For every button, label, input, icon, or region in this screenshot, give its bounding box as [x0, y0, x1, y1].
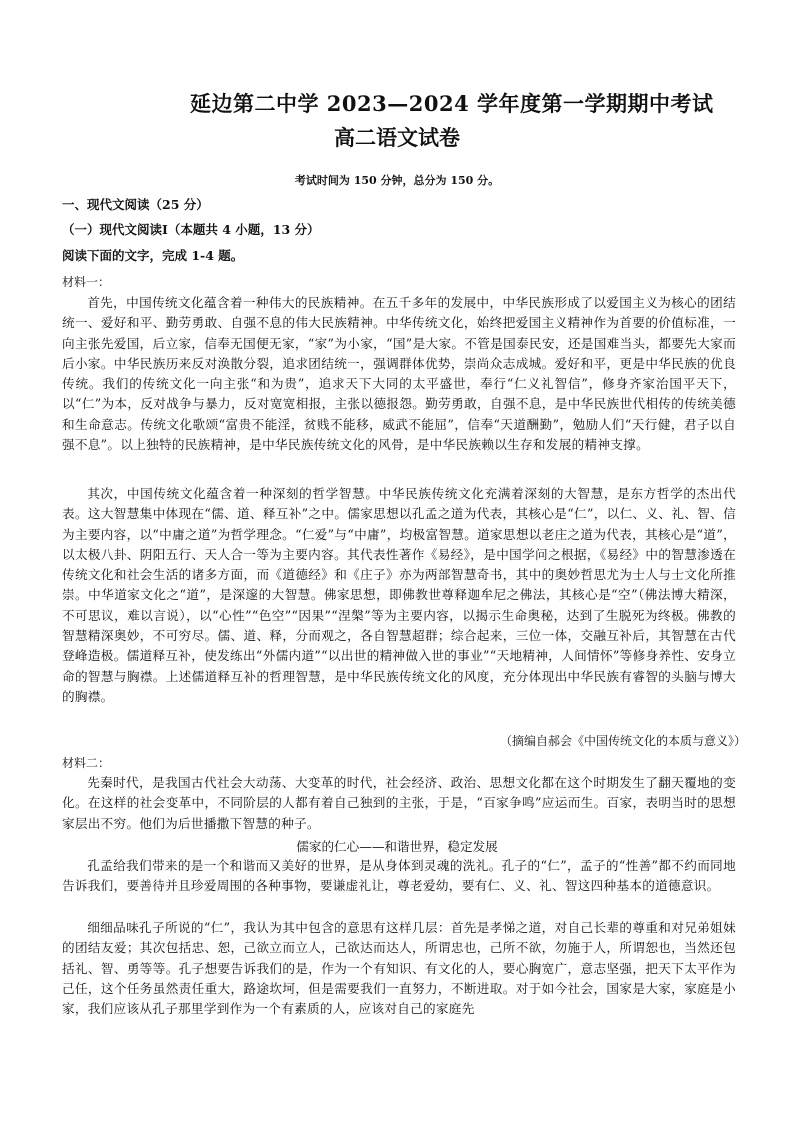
subsection-heading: （一）现代文阅读Ⅰ（本题共 4 小题，13 分） — [62, 222, 320, 237]
material-two-label: 材料二： — [62, 756, 111, 770]
material-one-paragraph-1: 首先，中国传统文化蕴含着一种伟大的民族精神。在五千多年的发展中，中华民族形成了以爱国主义为核心的团结统一、爱好和平、勤劳勇敢、自强不息的伟大民族精神。中华传统文化，始终把爱国主义精神作为首要的价值标准，一向主张先爱国，后立家，信奉无国便无家，“家”为小家，“国”是大家。不管是国泰民安，还是国难当头，都要先大家而后小家。中华民族历来反对涣散分裂，追求团结统一，强调群体优势，崇尚众志成城。爱好和平，更是中华民族的优良传统。我们的传统文化一向主张“和为贵”，追求天下大同的太平盛世，奉行“仁义礼智信”，修身齐家治国平天下，以“仁”为本，反对战争与暴力，反对宽宽相报，主张以德报怨。勤劳勇敢，自强不息，是中华民族世代相传的传统美德和生命意志。传统文化歌颂“富贵不能淫，贫贱不能移，威武不能屈”，信奉“天道酬勤”，勉励人们“天行健，君子以自强不息”。以上独特的民族精神，是中华民族传统文化的风骨，是中华民族赖以生存和发展的精神支撑。 — [62, 295, 736, 453]
material-one-paragraph-2: 其次，中国传统文化蕴含着一种深刻的哲学智慧。中华民族传统文化充满着深刻的大智慧，是东方哲学的杰出代表。这大智慧集中体现在“儒、道、释互补”之中。儒家思想以孔孟之道为代表，其核心是“仁”，以仁、义、礼、智、信为主要内容，以“中庸之道”为哲学理念。“仁爱”与“中庸”，均极富智慧。道家思想以老庄之道为代表，其核心是“道”，以太极八卦、阴阳五行、天人合一等为主要内容。其代表性著作《易经》，是中国学问之根据，《易经》中的智慧渗透在传统文化和社会生活的诸多方面，而《道德经》和《庄子》亦为两部智慧奇书，其中的奥妙哲思尤为士人与士文化所推崇。中华道家文化之“道”，是深邃的大智慧。佛家思想，即佛教世尊释迦牟尼之佛法，其核心是“空”（佛法博大精深，不可思议，难以言说），以“心性”“色空”“因果”“涅槃”等为主要内容，以揭示生命奥秘，达到了生脱死为终极。佛教的智慧精深奥妙，不可穷尽。儒、道、释，分而观之，各自智慧超群；综合起来，三位一体，交融互补后，其智慧在古代登峰造极。儒道释互补，使发练出“外儒内道”“以出世的精神做入世的事业”“天地精神，人间情怀”等修身养性、安身立命的智慧与胸襟。上述儒道释互补的哲理智慧，是中华民族传统文化的风度，充分体现出中华民族有睿智的头脑与博大的胸襟。 — [62, 486, 736, 704]
exam-title: 延边第二中学 2023—2024 学年度第一学期期中考试 — [190, 91, 714, 116]
material-two-subheading: 儒家的仁心——和谐世界，稳定发展 — [296, 839, 498, 854]
material-one-label: 材料一： — [62, 275, 111, 289]
material-two-paragraph-1: 先秦时代，是我国古代社会大动荡、大变革的时代，社会经济、政治、思想文化都在这个时期发生了翻天覆地的变化。在这样的社会变革中，不同阶层的人都有着自己独到的主张，于是，“百家争鸣”应运而生。百家，表明当时的思想家层出不穷。他们为后世播撒下智慧的种子。 — [62, 775, 736, 831]
material-two-paragraph-3: 细细品味孔子所说的“仁”，我认为其中包含的意思有这样几层：首先是孝悌之道，对自己长辈的尊重和对兄弟姐妹的团结友爱；其次包括忠、恕，己欲立而立人，己欲达而达人，所谓忠也，己所不欲，勿施于人，所谓恕也，当然还包括礼、智、勇等等。孔子想要告诉我们的是，作为一个有知识、有文化的人，要心胸宽广，意志坚强，把天下太平作为己任，这个任务虽然责任重大，路途坎坷，但是需要我们一直努力，不断进取。对于如今社会，国家是大家，家庭是小家，我们应该从孔子那里学到作为一个有素质的人，应该对自己的家庭先 — [62, 920, 736, 1017]
material-one-source: （摘编自郝会《中国传统文化的本质与意义》） — [499, 734, 746, 748]
exam-subtitle: 高二语文试卷 — [334, 125, 460, 150]
exam-time-note: 考试时间为 150 分钟，总分为 150 分。 — [294, 174, 500, 187]
reading-instruction: 阅读下面的文字，完成 1-4 题。 — [62, 248, 244, 263]
material-two-paragraph-2: 孔孟给我们带来的是一个和谐而又美好的世界，是从身体到灵魂的洗礼。孔子的“仁”，孟子的“性善”都不约而同地告诉我们，要善待并且珍爱周围的各种事物，要谦虚礼让，尊老爱幼，要有仁、义、礼、智这四种基本的道德意识。 — [62, 858, 736, 894]
section-heading: 一、现代文阅读（25 分） — [62, 197, 209, 212]
